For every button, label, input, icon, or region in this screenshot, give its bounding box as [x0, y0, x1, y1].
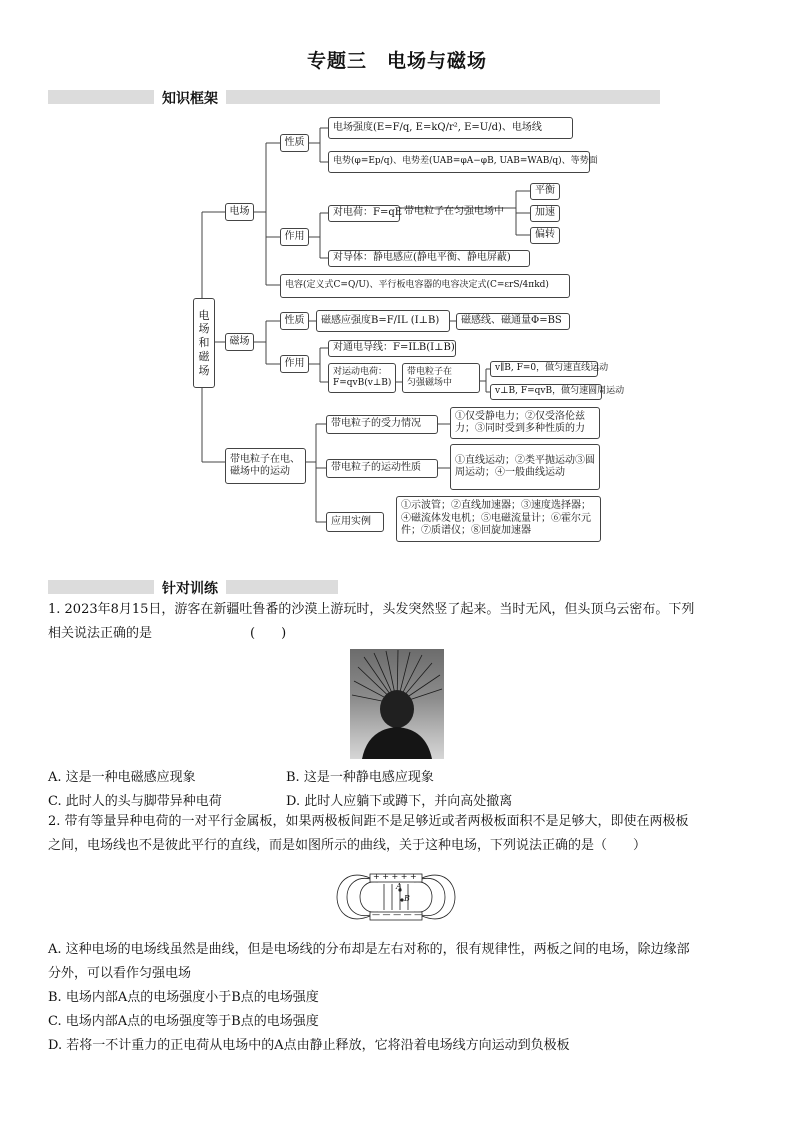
label-e-uniform: 带电粒子在匀强电场中	[404, 206, 504, 217]
node-e-conductor: 对导体：静电感应(静电平衡、静电屏蔽)	[328, 250, 530, 267]
mindmap-root	[193, 298, 215, 388]
node-p-force: 带电粒子的受力情况	[326, 415, 438, 434]
q2-fig-plus-plate: + + + + +	[373, 872, 417, 881]
root-char-2: 场	[198, 322, 210, 336]
node-electric-field: 电场	[225, 203, 254, 221]
b-moving-line1: 对运动电荷：	[333, 366, 388, 377]
node-e-capacitor: 电容(定义式C=Q/U)、平行板电容器的电容决定式(C=εrS/4πkd)	[280, 274, 570, 298]
node-p-force-detail: ①仅受静电力；②仅受洛伦兹力；③同时受到多种性质的力	[450, 407, 600, 439]
root-char-3: 和	[198, 336, 210, 350]
b-uniform-line1: 带电粒子在	[407, 366, 453, 377]
page-title: 专题三 电场与磁场	[306, 50, 487, 72]
q2-option-b: B. 电场内部A点的电场强度小于B点的电场强度	[48, 990, 319, 1005]
q2-option-c: C. 电场内部A点的电场强度等于B点的电场强度	[48, 1014, 319, 1029]
b-moving-line2: F=qvB(v⊥B)	[333, 378, 392, 388]
node-b-uniform	[402, 363, 480, 393]
node-magnetic-field: 磁场	[225, 333, 254, 351]
node-e-accel: 加速	[530, 205, 560, 222]
node-p-motion-detail: ①直线运动；②类平抛运动③圆周运动；④一般曲线运动	[450, 444, 600, 490]
node-e-deflect: 偏转	[530, 227, 560, 244]
node-e-balance: 平衡	[530, 183, 560, 200]
node-p-apps: 应用实例	[326, 512, 384, 532]
root-char-4: 磁	[198, 349, 210, 363]
q2-option-a-line1: A. 这种电场的电场线虽然是曲线，但是电场线的分布却是左右对称的，很有规律性，两板之间的电场，除边缘部	[48, 942, 690, 957]
q2-field-diagram	[330, 860, 462, 934]
q2-option-d: D. 若将一不计重力的正电荷从电场中的A点由静止释放，它将沿着电场线方向运动到负极板	[48, 1038, 570, 1053]
node-b-moving	[328, 363, 396, 393]
q2-fig-point-a: A	[396, 882, 402, 891]
node-p-motion: 带电粒子的运动性质	[326, 459, 438, 478]
q1-option-c: C. 此时人的头与脚带异种电荷	[48, 794, 222, 809]
node-e-on-charge: 对电荷：F=qE	[328, 205, 400, 222]
b-uniform-line2: 匀强磁场中	[407, 378, 453, 388]
q1-option-b: B. 这是一种静电感应现象	[286, 770, 434, 785]
node-e-potential: 电势(φ=Ep/q)、电势差(UAB=φA−φB, UAB=WAB/q)、等势面	[328, 151, 590, 173]
q1-photo-hair-standing	[350, 649, 444, 759]
section-heading-training: 针对训练	[154, 578, 226, 598]
node-b-intensity: 磁感应强度B=F/IL (I⊥B)	[316, 310, 450, 332]
q1-stem-line2: 相关说法正确的是	[48, 626, 153, 641]
q1-option-a: A. 这是一种电磁感应现象	[48, 770, 196, 785]
node-b-parallel: v∥B, F=0，做匀速直线运动	[490, 361, 598, 377]
node-e-props: 性质	[280, 134, 309, 152]
q1-answer-paren: ( )	[250, 626, 287, 641]
node-b-action: 作用	[280, 355, 309, 373]
node-e-strength: 电场强度(E=F/q, E=kQ/r², E=U/d)、电场线	[328, 117, 573, 139]
node-b-perp: v⊥B, F=qvB，做匀速圆周运动	[490, 384, 602, 400]
node-e-action: 作用	[280, 228, 309, 246]
q2-stem-line2: 之间，电场线也不是彼此平行的直线，而是如图所示的曲线，关于这种电场，下列说法正确的是（ ）	[48, 838, 647, 853]
node-p-apps-detail: ①示波管；②直线加速器；③速度选择器；④磁流体发电机；⑤电磁流量计；⑥霍尔元件；⑦质谱仪；⑧回旋加速器	[396, 496, 601, 542]
q2-option-a-line2: 分外，可以看作匀强电场	[48, 966, 192, 981]
node-b-lines: 磁感线、磁通量Φ=BS	[456, 313, 570, 330]
q2-stem-line1: 2. 带有等量异种电荷的一对平行金属板，如果两极板间距不是足够近或者两极板面积不是足够大，即使在两极板	[48, 814, 689, 829]
node-b-props: 性质	[280, 312, 309, 330]
node-particle-motion: 带电粒子在电、磁场中的运动	[225, 448, 306, 484]
q1-option-d: D. 此时人应躺下或蹲下，并向高处撤离	[286, 794, 513, 809]
q2-fig-minus-plate: — — — — —	[372, 910, 423, 919]
q2-fig-point-b: B	[404, 894, 410, 903]
q1-stem-line1: 1. 2023年8月15日，游客在新疆吐鲁番的沙漠上游玩时，头发突然竖了起来。当时无风，但头顶乌云密布。下列	[48, 602, 695, 617]
root-char-5: 场	[198, 363, 210, 377]
section-heading-framework: 知识框架	[154, 88, 226, 108]
root-char-1: 电	[198, 308, 210, 322]
node-b-wire: 对通电导线：F=ILB(I⊥B)	[328, 340, 456, 357]
